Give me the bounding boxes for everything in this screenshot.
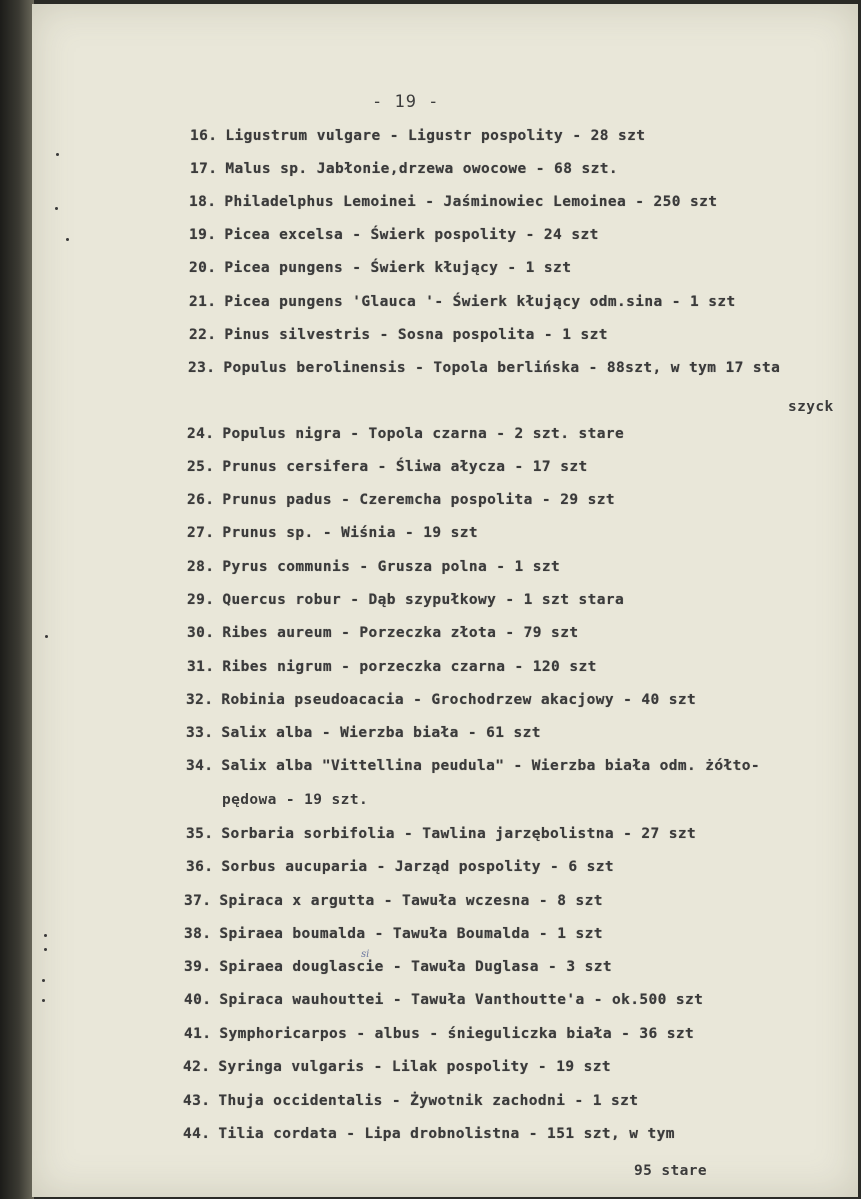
item-text: Malus sp. Jabłonie,drzewa owocowe - 68 szt. bbox=[225, 161, 618, 177]
item-number: 25. bbox=[187, 459, 215, 475]
item-text: Populus nigra - Topola czarna - 2 szt. stare bbox=[222, 426, 625, 442]
item-text: Prunus sp. - Wiśnia - 19 szt bbox=[222, 525, 479, 541]
item-text: Ribes aureum - Porzeczka złota - 79 szt bbox=[222, 625, 579, 641]
margin-mark bbox=[45, 635, 48, 638]
list-item bbox=[187, 459, 588, 475]
item-text: Salix alba "Vittellina peudula" - Wierzba biała odm. żółto- bbox=[221, 758, 761, 774]
list-item bbox=[184, 959, 612, 975]
item-text: Robinia pseudoacacia - Grochodrzew akacjowy - 40 szt bbox=[221, 692, 697, 708]
item-text: Populus berolinensis - Topola berlińska - 88szt, w tym 17 sta bbox=[223, 360, 781, 376]
list-item bbox=[186, 725, 541, 741]
item-number: 44. bbox=[183, 1126, 211, 1142]
item-number: 37. bbox=[184, 893, 212, 909]
list-item bbox=[189, 194, 717, 210]
list-item bbox=[184, 926, 603, 942]
margin-mark bbox=[42, 979, 45, 982]
item-text: Spiraca wauhouttei - Tawuła Vanthoutte'a - ok.500 szt bbox=[219, 992, 704, 1008]
item-number: 35. bbox=[186, 826, 214, 842]
item-number: 22. bbox=[189, 327, 217, 343]
margin-mark bbox=[66, 238, 69, 241]
item-number: 21. bbox=[189, 294, 217, 310]
item-number: 20. bbox=[189, 260, 217, 276]
item-text: Picea pungens - Świerk kłujący - 1 szt bbox=[224, 260, 572, 276]
item-text: Sorbus aucuparia - Jarząd pospolity - 6 szt bbox=[221, 859, 614, 875]
item-number: 30. bbox=[187, 625, 215, 641]
list-item bbox=[183, 1093, 638, 1109]
item-number: 41. bbox=[184, 1026, 212, 1042]
list-item bbox=[184, 893, 603, 909]
margin-mark bbox=[44, 948, 47, 951]
item-text: Spiraea douglascie - Tawuła Duglasa - 3 szt bbox=[219, 959, 612, 975]
item-text: Salix alba - Wierzba biała - 61 szt bbox=[221, 725, 541, 741]
item-number: 26. bbox=[187, 492, 215, 508]
item-continuation: 95 stare bbox=[634, 1163, 708, 1179]
item-number: 31. bbox=[187, 659, 215, 675]
list-item bbox=[189, 260, 571, 276]
item-text: Ribes nigrum - porzeczka czarna - 120 szt bbox=[222, 659, 597, 675]
margin-mark bbox=[44, 934, 47, 937]
item-text: Tilia cordata - Lipa drobnolistna - 151 szt, w tym bbox=[218, 1126, 675, 1142]
list-item bbox=[190, 128, 645, 144]
item-number: 43. bbox=[183, 1093, 211, 1109]
item-number: 39. bbox=[184, 959, 212, 975]
item-number: 24. bbox=[187, 426, 215, 442]
item-number: 33. bbox=[186, 725, 214, 741]
scan-dark-edge bbox=[0, 0, 34, 1199]
margin-mark bbox=[42, 999, 45, 1002]
item-number: 32. bbox=[186, 692, 214, 708]
margin-mark bbox=[55, 207, 58, 210]
item-continuation: pędowa - 19 szt. bbox=[222, 792, 369, 808]
list-item bbox=[187, 625, 578, 641]
item-text: Symphoricarpos - albus - śnieguliczka biała - 36 szt bbox=[219, 1026, 695, 1042]
handwritten-correction: si bbox=[361, 949, 370, 960]
item-text: Thuja occidentalis - Żywotnik zachodni - 1 szt bbox=[218, 1093, 639, 1109]
item-text: Quercus robur - Dąb szypułkowy - 1 szt stara bbox=[222, 592, 625, 608]
item-number: 36. bbox=[186, 859, 214, 875]
item-number: 40. bbox=[184, 992, 212, 1008]
item-number: 28. bbox=[187, 559, 215, 575]
item-text: Picea pungens 'Glauca '- Świerk kłujący odm.sina - 1 szt bbox=[224, 294, 736, 310]
item-text: Philadelphus Lemoinei - Jaśminowiec Lemoinea - 250 szt bbox=[224, 194, 718, 210]
list-item bbox=[183, 1126, 675, 1142]
item-number: 29. bbox=[187, 592, 215, 608]
item-text: Pyrus communis - Grusza polna - 1 szt bbox=[222, 559, 561, 575]
list-item bbox=[187, 492, 615, 508]
item-number: 34. bbox=[186, 758, 214, 774]
list-item bbox=[187, 426, 624, 442]
margin-mark bbox=[56, 153, 59, 156]
list-item bbox=[186, 758, 760, 774]
item-number: 38. bbox=[184, 926, 212, 942]
list-item bbox=[187, 559, 560, 575]
item-text: Prunus padus - Czeremcha pospolita - 29 szt bbox=[222, 492, 615, 508]
item-number: 19. bbox=[189, 227, 217, 243]
item-number: 42. bbox=[183, 1059, 211, 1075]
item-number: 16. bbox=[190, 128, 218, 144]
item-text: Sorbaria sorbifolia - Tawlina jarzębolistna - 27 szt bbox=[221, 826, 697, 842]
item-text: Spiraea boumalda - Tawuła Boumalda - 1 szt bbox=[219, 926, 603, 942]
list-item bbox=[184, 1026, 694, 1042]
page-number: - 19 - bbox=[372, 92, 440, 112]
list-item bbox=[184, 992, 703, 1008]
list-item bbox=[189, 227, 599, 243]
item-number: 23. bbox=[188, 360, 216, 376]
list-item bbox=[186, 826, 696, 842]
item-number: 17. bbox=[190, 161, 218, 177]
list-item bbox=[189, 327, 608, 343]
item-number: 18. bbox=[189, 194, 217, 210]
item-text: Spiraca x argutta - Tawuła wczesna - 8 szt bbox=[219, 893, 603, 909]
list-item bbox=[190, 161, 618, 177]
item-text: Picea excelsa - Świerk pospolity - 24 szt bbox=[224, 227, 599, 243]
item-text: Ligustrum vulgare - Ligustr pospolity - 28 szt bbox=[225, 128, 646, 144]
list-item bbox=[186, 859, 614, 875]
list-item bbox=[188, 360, 780, 376]
item-text: Syringa vulgaris - Lilak pospolity - 19 szt bbox=[218, 1059, 611, 1075]
item-text: Prunus cersifera - Śliwa ałycza - 17 szt bbox=[222, 459, 588, 475]
item-text: Pinus silvestris - Sosna pospolita - 1 szt bbox=[224, 327, 608, 343]
list-item bbox=[183, 1059, 611, 1075]
item-number: 27. bbox=[187, 525, 215, 541]
item-continuation: szyck bbox=[788, 399, 834, 415]
list-item bbox=[189, 294, 736, 310]
list-item bbox=[187, 525, 478, 541]
list-item bbox=[187, 659, 597, 675]
list-item bbox=[186, 692, 696, 708]
list-item bbox=[187, 592, 624, 608]
